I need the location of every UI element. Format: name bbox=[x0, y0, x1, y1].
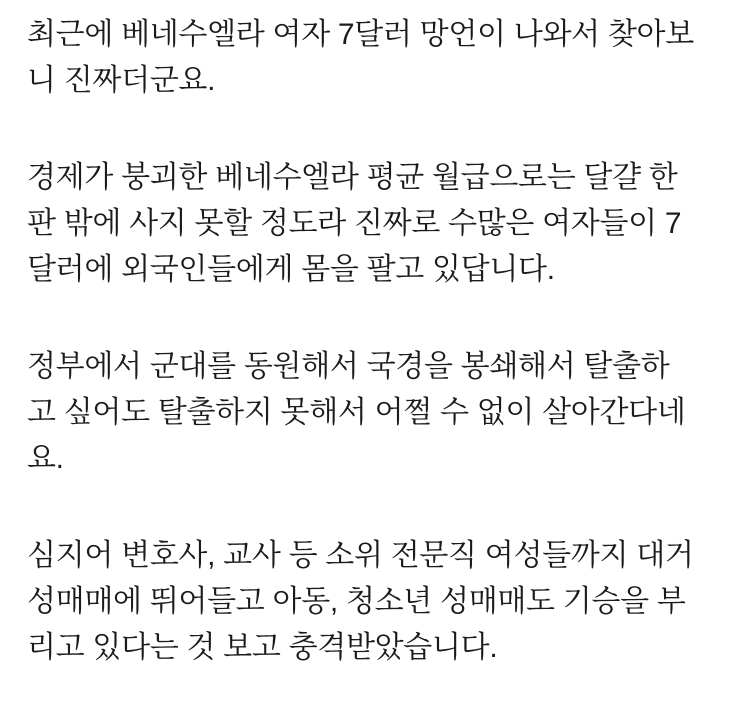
paragraph-1 bbox=[27, 12, 728, 104]
paragraph-2 bbox=[27, 155, 728, 293]
text-line: 경제가 붕괴한 베네수엘라 평균 월급으로는 달걀 한 bbox=[27, 161, 678, 194]
paragraph-3 bbox=[27, 344, 728, 482]
text-line: 최근에 베네수엘라 여자 7달러 망언이 나와서 찾아보 bbox=[27, 18, 694, 51]
text-line: 정부에서 군대를 동원해서 국경을 봉쇄해서 탈출하 bbox=[27, 350, 670, 383]
paragraph-4 bbox=[27, 533, 728, 671]
text-line: 리고 있다는 것 보고 충격받았습니다. bbox=[27, 631, 498, 664]
text-line: 달러에 외국인들에게 몸을 팔고 있답니다. bbox=[27, 253, 555, 286]
text-line: 판 밖에 사지 못할 정도라 진짜로 수많은 여자들이 7 bbox=[27, 207, 682, 240]
text-line: 요. bbox=[27, 442, 64, 475]
text-line: 니 진짜더군요. bbox=[27, 64, 216, 97]
text-line: 고 싶어도 탈출하지 못해서 어쩔 수 없이 살아간다네 bbox=[27, 396, 686, 429]
text-line: 성매매에 뛰어들고 아동, 청소년 성매매도 기승을 부 bbox=[27, 585, 686, 618]
text-line: 심지어 변호사, 교사 등 소위 전문직 여성들까지 대거 bbox=[27, 539, 694, 572]
